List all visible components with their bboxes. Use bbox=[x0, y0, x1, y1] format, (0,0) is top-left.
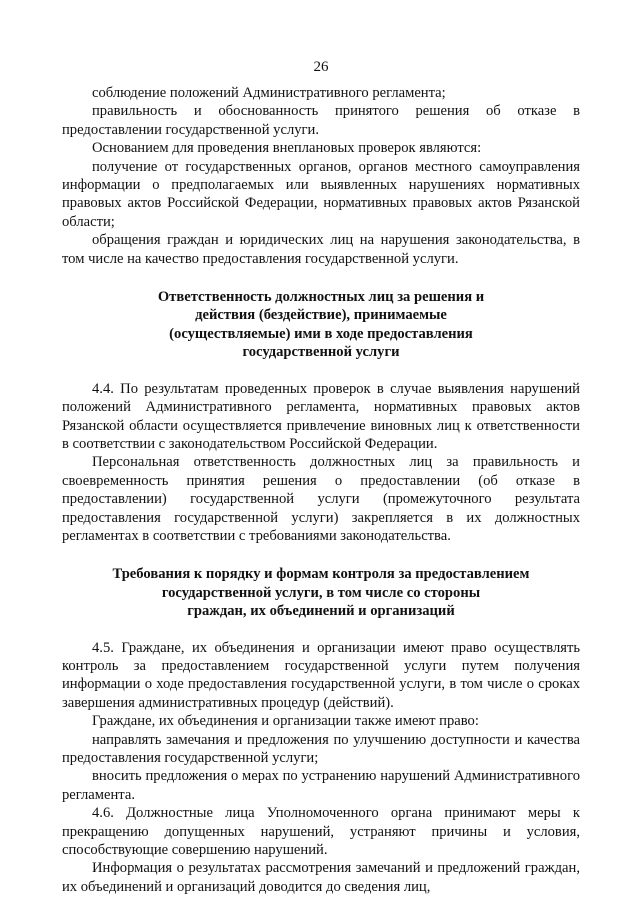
section-control bbox=[62, 639, 580, 897]
heading-line: Требования к порядку и формам контроля за предоставлением bbox=[112, 566, 530, 583]
paragraph: Граждане, их объединения и организации также имеют право: bbox=[92, 713, 479, 730]
section-heading-control bbox=[62, 565, 580, 620]
paragraph: Информация о результатах рассмотрения замечаний и предложений граждан, их объединений и организаций доводится до сведения лиц, bbox=[62, 860, 580, 895]
paragraph: соблюдение положений Административного регламента; bbox=[92, 85, 446, 101]
page-number: 26 bbox=[313, 59, 329, 75]
paragraph: получение от государственных органов, органов местного самоуправления информации о предполагаемых или выявленных нарушениях нормативных правовых актов Российской Федерации, нормативных правовых актов Рязанской области; bbox=[62, 158, 580, 230]
paragraph: 4.6. Должностные лица Уполномоченного органа принимают меры к прекращению допущенных нарушений, устраняют причины и условия, способствующие совершению нарушений. bbox=[62, 805, 580, 859]
paragraph: Персональная ответственность должностных лиц за правильность и своевременность принятия решения о предоставлении (об отказе в предоставлении) государственной услуги (промежуточного результата предоставления государственной услуги) закрепляется в их должностных регламентах в соответствии с требованиями законодательства. bbox=[62, 454, 580, 544]
paragraph: правильность и обоснованность принятого решения об отказе в предоставлении государственной услуги. bbox=[62, 103, 580, 138]
paragraph: Основанием для проведения внеплановых проверок являются: bbox=[92, 140, 482, 157]
paragraph: 4.4. По результатам проведенных проверок в случае выявления нарушений положений Административного регламента, нормативных правовых актов Рязанской области осуществляется привлечение виновных лиц к ответственности в соответствии с законодательством Российской Федерации. bbox=[62, 380, 580, 452]
heading-line: (осуществляемые) ими в ходе предоставления bbox=[169, 325, 473, 342]
heading-line: действия (бездействие), принимаемые bbox=[195, 307, 447, 324]
paragraph: 4.5. Граждане, их объединения и организации имеют право осуществлять контроль за предоставлением государственной услуги путем получения информации о ходе предоставления государственной услуги, в том числе о сроках завершения административных процедур (действий). bbox=[62, 639, 580, 711]
heading-line: государственной услуги bbox=[242, 344, 400, 361]
paragraph: вносить предложения о мерах по устранению нарушений Административного регламента. bbox=[62, 768, 580, 803]
section-heading-responsibility bbox=[62, 288, 580, 362]
section-intro bbox=[62, 84, 580, 268]
heading-line: государственной услуги, в том числе со стороны bbox=[161, 584, 481, 601]
heading-line: Ответственность должностных лиц за решения и bbox=[157, 289, 485, 306]
section-responsibility bbox=[62, 380, 580, 546]
heading-line: граждан, их объединений и организаций bbox=[187, 603, 455, 620]
paragraph: обращения граждан и юридических лиц на нарушения законодательства, в том числе на качество предоставления государственной услуги. bbox=[62, 232, 580, 267]
paragraph: направлять замечания и предложения по улучшению доступности и качества предоставления государственной услуги; bbox=[62, 731, 580, 766]
